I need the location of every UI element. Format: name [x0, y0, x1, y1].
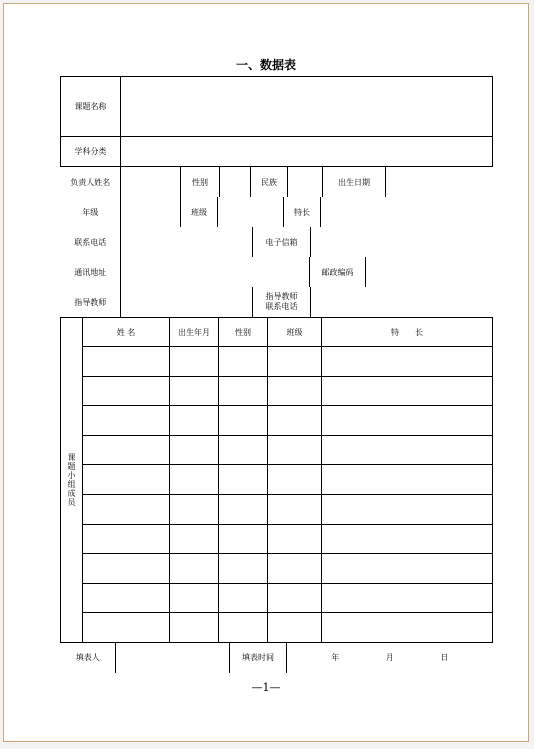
- member-name-cell[interactable]: [83, 494, 170, 524]
- member-birth-cell[interactable]: [170, 406, 219, 436]
- member-specialty-cell[interactable]: [322, 376, 493, 406]
- member-specialty-cell[interactable]: [322, 613, 493, 643]
- class-label: 班级: [181, 197, 218, 227]
- date-month: 月: [385, 653, 394, 663]
- member-row: [61, 613, 493, 643]
- member-name-cell[interactable]: [83, 347, 170, 377]
- member-birth-cell[interactable]: [170, 524, 219, 554]
- member-birth-cell[interactable]: [170, 494, 219, 524]
- filler-label: 填表人: [61, 643, 116, 673]
- address-field[interactable]: [121, 257, 310, 287]
- member-class-cell[interactable]: [268, 406, 322, 436]
- member-row: [61, 583, 493, 613]
- member-class-cell[interactable]: [268, 465, 322, 495]
- member-gender-cell[interactable]: [219, 494, 268, 524]
- topic-name-field[interactable]: [121, 77, 493, 137]
- member-row: [61, 524, 493, 554]
- member-col-birth: 出生年月: [170, 318, 219, 347]
- member-specialty-cell[interactable]: [322, 347, 493, 377]
- member-specialty-cell[interactable]: [322, 435, 493, 465]
- birth-date-field[interactable]: [386, 167, 493, 197]
- member-birth-cell[interactable]: [170, 554, 219, 584]
- email-label: 电子信箱: [253, 227, 311, 257]
- member-row: [61, 376, 493, 406]
- member-col-specialty: 特 长: [322, 318, 493, 347]
- advisor-field[interactable]: [121, 287, 253, 317]
- member-name-cell[interactable]: [83, 465, 170, 495]
- member-gender-cell[interactable]: [219, 435, 268, 465]
- advisor-phone-label: [253, 287, 311, 317]
- member-name-cell[interactable]: [83, 376, 170, 406]
- member-name-cell[interactable]: [83, 524, 170, 554]
- member-gender-cell[interactable]: [219, 465, 268, 495]
- phone-label: 联系电话: [61, 227, 121, 257]
- member-gender-cell[interactable]: [219, 347, 268, 377]
- member-gender-cell[interactable]: [219, 406, 268, 436]
- grade-field[interactable]: [121, 197, 181, 227]
- data-form-table: [60, 76, 493, 673]
- subject-category-label: 学科分类: [61, 137, 121, 167]
- fill-time-field[interactable]: [287, 643, 493, 673]
- member-class-cell[interactable]: [268, 376, 322, 406]
- member-class-cell[interactable]: [268, 494, 322, 524]
- member-class-cell[interactable]: [268, 347, 322, 377]
- ethnicity-label: 民族: [251, 167, 288, 197]
- specialty-label: 特长: [284, 197, 321, 227]
- leader-name-label: 负责人姓名: [61, 167, 121, 197]
- member-class-cell[interactable]: [268, 524, 322, 554]
- date-year: 年: [331, 653, 340, 663]
- topic-name-label: 课题名称: [61, 77, 121, 137]
- fill-time-label: 填表时间: [230, 643, 287, 673]
- member-gender-cell[interactable]: [219, 583, 268, 613]
- member-gender-cell[interactable]: [219, 554, 268, 584]
- gender-field[interactable]: [220, 167, 251, 197]
- postcode-label: 邮政编码: [310, 257, 366, 287]
- member-name-cell[interactable]: [83, 583, 170, 613]
- team-members-label: 课题小组成员: [61, 318, 83, 643]
- phone-field[interactable]: [121, 227, 253, 257]
- page-number: —1—: [251, 681, 281, 694]
- subject-category-field[interactable]: [121, 137, 493, 167]
- member-class-cell[interactable]: [268, 613, 322, 643]
- member-specialty-cell[interactable]: [322, 406, 493, 436]
- specialty-field[interactable]: [321, 197, 493, 227]
- gender-label: 性别: [181, 167, 220, 197]
- advisor-phone-label-line1: 指导教师: [265, 292, 298, 301]
- member-name-cell[interactable]: [83, 554, 170, 584]
- member-name-cell[interactable]: [83, 435, 170, 465]
- member-specialty-cell[interactable]: [322, 465, 493, 495]
- grade-label: 年级: [61, 197, 121, 227]
- member-row: [61, 435, 493, 465]
- member-name-cell[interactable]: [83, 613, 170, 643]
- address-label: 通讯地址: [61, 257, 121, 287]
- member-class-cell[interactable]: [268, 554, 322, 584]
- member-row: [61, 494, 493, 524]
- member-row: [61, 406, 493, 436]
- filler-field[interactable]: [116, 643, 230, 673]
- member-gender-cell[interactable]: [219, 524, 268, 554]
- member-col-class: 班级: [268, 318, 322, 347]
- member-specialty-cell[interactable]: [322, 554, 493, 584]
- member-row: [61, 554, 493, 584]
- member-birth-cell[interactable]: [170, 435, 219, 465]
- member-birth-cell[interactable]: [170, 613, 219, 643]
- page-title: 一、数据表: [235, 58, 296, 72]
- member-class-cell[interactable]: [268, 583, 322, 613]
- member-row: [61, 465, 493, 495]
- member-gender-cell[interactable]: [219, 376, 268, 406]
- member-name-cell[interactable]: [83, 406, 170, 436]
- postcode-field[interactable]: [366, 257, 493, 287]
- member-col-name: 姓 名: [83, 318, 170, 347]
- member-birth-cell[interactable]: [170, 347, 219, 377]
- advisor-label: 指导教师: [61, 287, 121, 317]
- advisor-phone-field[interactable]: [311, 287, 493, 317]
- document-page: [3, 3, 529, 742]
- class-field[interactable]: [218, 197, 284, 227]
- email-field[interactable]: [311, 227, 493, 257]
- member-birth-cell[interactable]: [170, 583, 219, 613]
- member-birth-cell[interactable]: [170, 465, 219, 495]
- member-class-cell[interactable]: [268, 435, 322, 465]
- birth-date-label: 出生日期: [323, 167, 386, 197]
- ethnicity-field[interactable]: [288, 167, 323, 197]
- member-gender-cell[interactable]: [219, 613, 268, 643]
- member-specialty-cell[interactable]: [322, 583, 493, 613]
- member-col-gender: 性别: [219, 318, 268, 347]
- leader-name-field[interactable]: [121, 167, 181, 197]
- member-birth-cell[interactable]: [170, 376, 219, 406]
- date-day: 日: [440, 653, 449, 663]
- member-specialty-cell[interactable]: [322, 524, 493, 554]
- member-row: [61, 347, 493, 377]
- member-specialty-cell[interactable]: [322, 494, 493, 524]
- advisor-phone-label-line2: 联系电话: [265, 302, 298, 311]
